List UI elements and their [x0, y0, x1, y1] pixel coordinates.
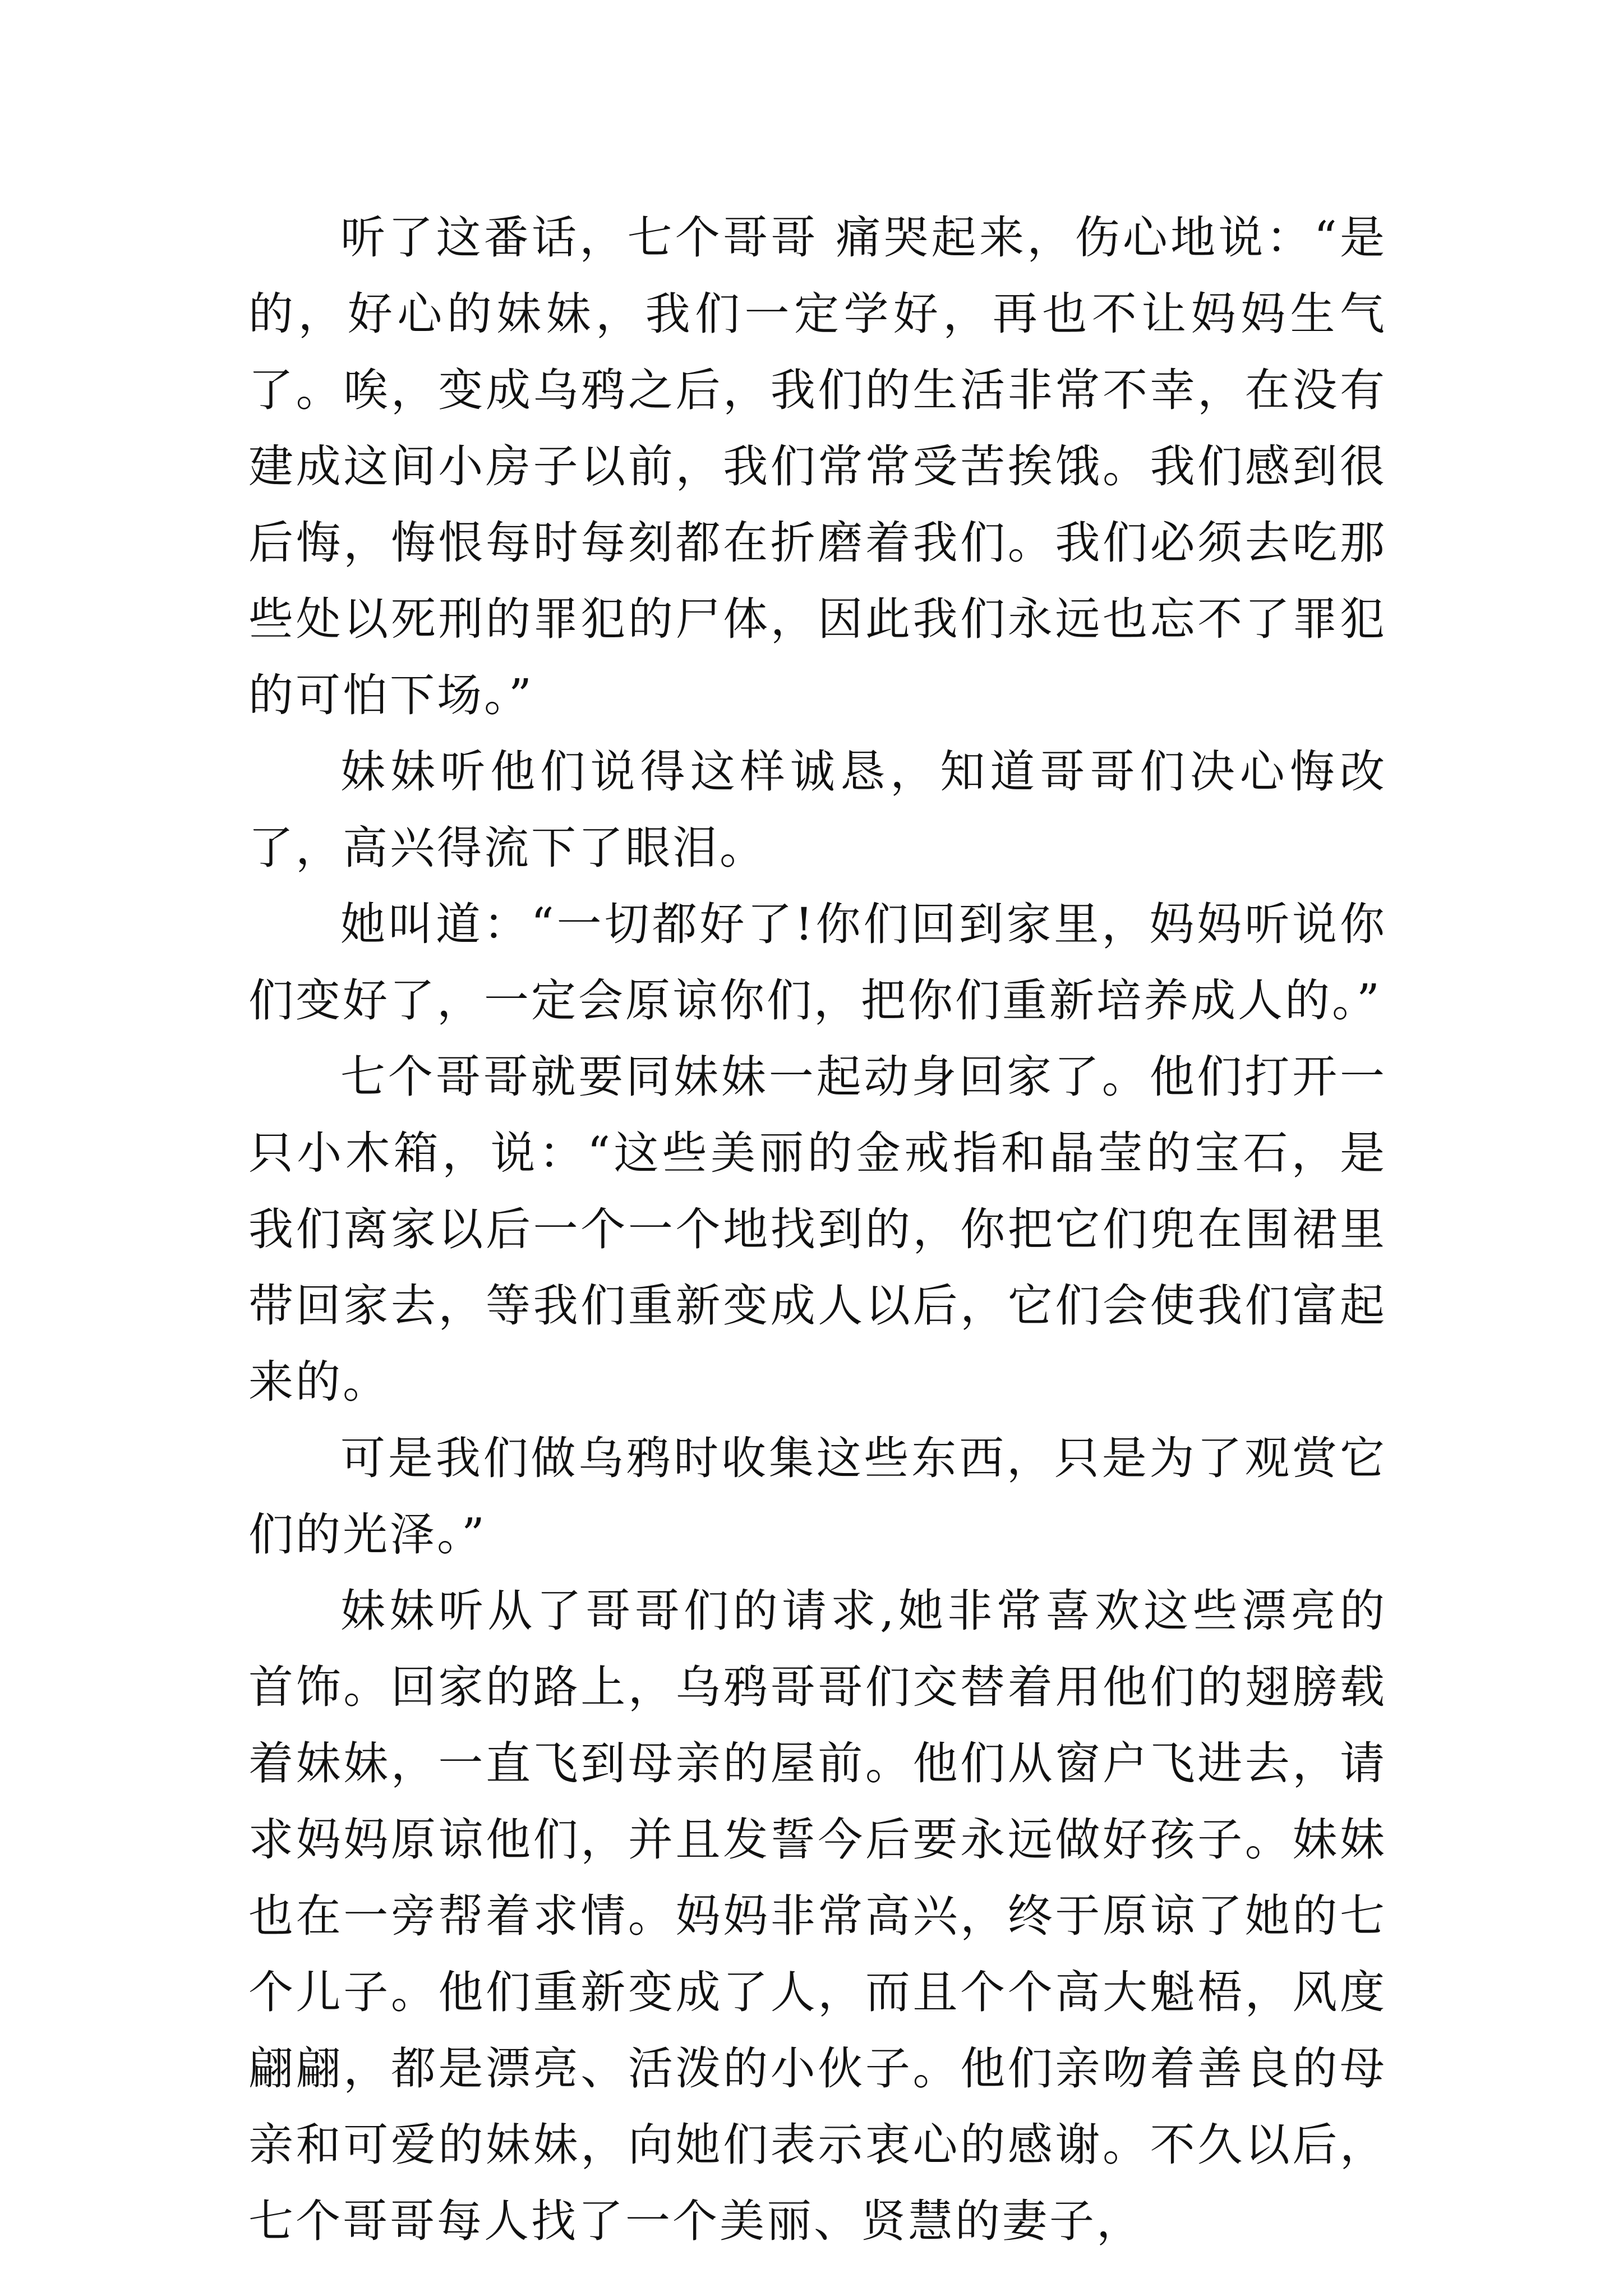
paragraph: 可是我们做乌鸦时收集这些东西，只是为了观赏它们的光泽。”: [248, 1432, 1387, 1561]
paragraph: 七个哥哥就要同妹妹一起动身回家了。他们打开一只小木箱，说：“这些美丽的金戒指和晶莹的宝石，是我们离家以后一个一个地找到的，你把它们兜在围裙里带回家去，等我们重新变成人以后，它们会使我们富起来的。: [248, 1051, 1387, 1408]
paragraph: 听了这番话，七个哥哥 痛哭起来，伤心地说：“是的，好心的妹妹，我们一定学好，再也不让妈妈生气了。唉，变成乌鸦之后，我们的生活非常不幸，在没有建成这间小房子以前，我们常常受苦挨饿。我们感到很后悔，悔恨每时每刻都在折磨着我们。我们必须去吃那些处以死刑的罪犯的尸体，因此我们永远也忘不了罪犯的可怕下场。”: [248, 211, 1387, 721]
story-text: [248, 200, 1387, 2260]
paragraph: 她叫道：“一切都好了!你们回到家里，妈妈听说你们变好了，一定会原谅你们，把你们重新培养成人的。”: [248, 898, 1387, 1027]
paragraph: 妹妹听他们说得这样诚恳，知道哥哥们决心悔改了，高兴得流下了眼泪。: [248, 746, 1387, 874]
paragraph: 妹妹听从了哥哥们的请求,她非常喜欢这些漂亮的首饰。回家的路上，乌鸦哥哥们交替着用他们的翅膀载着妹妹，一直飞到母亲的屋前。他们从窗户飞进去，请求妈妈原谅他们，并且发誓今后要永远做好孩子。妹妹也在一旁帮着求情。妈妈非常高兴，终于原谅了她的七个儿子。他们重新变成了人，而且个个高大魁梧，风度翩翩，都是漂亮、活泼的小伙子。他们亲吻着善良的母亲和可爱的妹妹，向她们表示衷心的感谢。不久以后，七个哥哥每人找了一个美丽、贤慧的妻子，: [248, 1585, 1387, 2247]
